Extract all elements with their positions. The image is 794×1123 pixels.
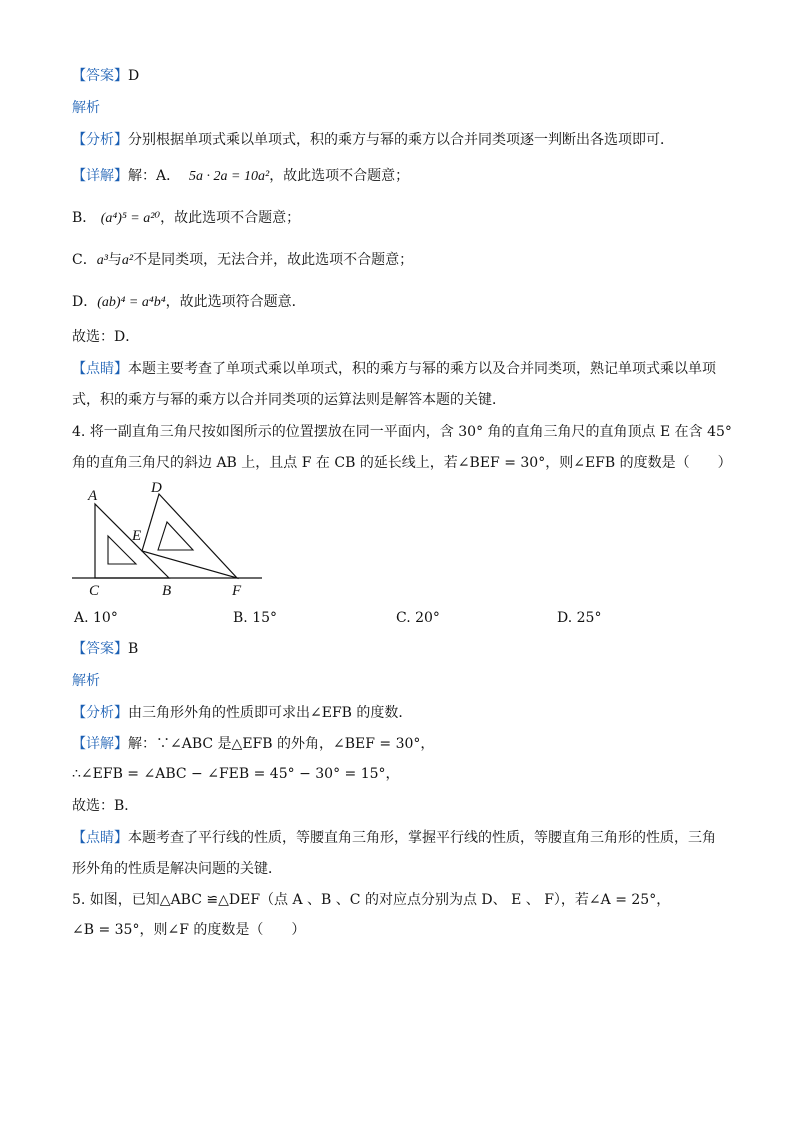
option-c-prefix: C．: [72, 252, 97, 268]
q4-answer-tag: 【答案】: [72, 641, 128, 657]
q4-xiangjie-text: 解：∵∠ABC 是△EFB 的外角，∠BEF = 30°，: [128, 736, 435, 752]
answer-value: D: [128, 68, 140, 84]
dianjing-line2: 式，积的乘方与幂的乘方以合并同类项的运算法则是解答本题的关键．: [72, 392, 506, 408]
option-b-prefix: B．: [72, 210, 97, 226]
q4-fenxi-tag: 【分析】: [72, 705, 128, 721]
label-d: D: [151, 480, 162, 496]
q5-stem-line2: ∠B = 35°，则∠F 的度数是（ ）: [72, 922, 306, 938]
q4-option-c: C. 20°: [396, 610, 440, 626]
dianjing-line1: [72, 359, 716, 379]
option-b-math: (a⁴)⁵ = a²⁰: [100, 211, 161, 226]
q4-dianjing-line2: 形外角的性质是解决问题的关键．: [72, 861, 282, 877]
line-c: [72, 250, 413, 271]
option-c-suffix: 不是同类项，无法合并，故此选项不合题意；: [133, 252, 414, 268]
answer-line: [72, 66, 139, 86]
option-a-suffix: ，故此选项不合题意；: [269, 168, 410, 184]
option-d-suffix: ，故此选项符合题意．: [165, 294, 306, 310]
q4-answer-line: [72, 639, 138, 659]
label-c: C: [89, 583, 100, 599]
option-c-math2: a²: [121, 253, 134, 268]
answer-tag: 【答案】: [72, 68, 128, 84]
xiangjie-line-a: [72, 166, 409, 187]
q4-option-d: D. 25°: [557, 610, 602, 626]
q4-xiangjie-line: [72, 734, 434, 754]
q4-dianjing-text1: 本题考查了平行线的性质，等腰直角三角形，掌握平行线的性质，等腰直角三角形的性质，三角: [128, 830, 716, 846]
set-square-30-hole: [158, 522, 193, 550]
option-a-prefix: 解：A．: [128, 168, 181, 184]
q4-stem-line1: 4. 将一副直角三角尺按如图所示的位置摆放在同一平面内，含 30° 角的直角三角尺的直角顶点 E 在含 45°: [72, 424, 732, 440]
dianjing-tag: 【点睛】: [72, 361, 128, 377]
q4-figure: [66, 478, 266, 600]
dianjing-text1: 本题主要考查了单项式乘以单项式，积的乘方与幂的乘方以及合并同类项，熟记单项式乘以单项: [128, 361, 716, 377]
q4-fenxi-text: 由三角形外角的性质即可求出∠EFB 的度数．: [128, 705, 413, 721]
label-a: A: [88, 488, 98, 504]
xiangjie-tag: 【详解】: [72, 168, 128, 184]
fenxi-tag: 【分析】: [72, 132, 128, 148]
option-c-mid: 与: [107, 252, 122, 268]
q5-stem-line1: 5. 如图，已知△ABC ≌△DEF（点 A 、B 、C 的对应点分别为点 D、 E 、 F），若∠A = 25°，: [72, 892, 671, 908]
option-a-math: 5a · 2a = 10a²: [189, 169, 270, 184]
label-e: E: [132, 528, 142, 544]
option-d-math: (ab)⁴ = a⁴b⁴: [97, 295, 166, 310]
q4-fenxi-line: [72, 703, 412, 723]
q4-stem-line2: 角的直角三角尺的斜边 AB 上，且点 F 在 CB 的延长线上，若∠BEF = 30°，则∠EFB 的度数是（ ）: [72, 455, 732, 471]
fenxi-line: [72, 130, 674, 150]
q4-answer-value: B: [128, 641, 139, 657]
q4-choose-line: 故选：B．: [72, 798, 139, 814]
label-f: F: [232, 583, 242, 599]
option-c-math1: a³: [96, 253, 108, 268]
q4-dianjing-tag: 【点睛】: [72, 830, 128, 846]
label-b: B: [162, 583, 172, 599]
option-b-suffix: ，故此选项不合题意；: [160, 210, 301, 226]
q4-option-b: B. 15°: [233, 610, 278, 626]
fenxi-text: 分别根据单项式乘以单项式，积的乘方与幂的乘方以合并同类项逐一判断出各选项即可．: [128, 132, 674, 148]
q4-analysis-title: 解析: [72, 673, 100, 689]
analysis-title: 解析: [72, 100, 100, 116]
q4-therefore-line: ∴∠EFB = ∠ABC − ∠FEB = 45° − 30° = 15°，: [72, 766, 400, 782]
q4-dianjing-line1: [72, 828, 716, 848]
line-b: [72, 208, 300, 229]
choose-line: 故选：D．: [72, 329, 140, 345]
option-d-prefix: D．: [72, 294, 98, 310]
q4-xiangjie-tag: 【详解】: [72, 736, 128, 752]
line-d: [72, 292, 306, 313]
q4-option-a: A. 10°: [74, 610, 118, 626]
